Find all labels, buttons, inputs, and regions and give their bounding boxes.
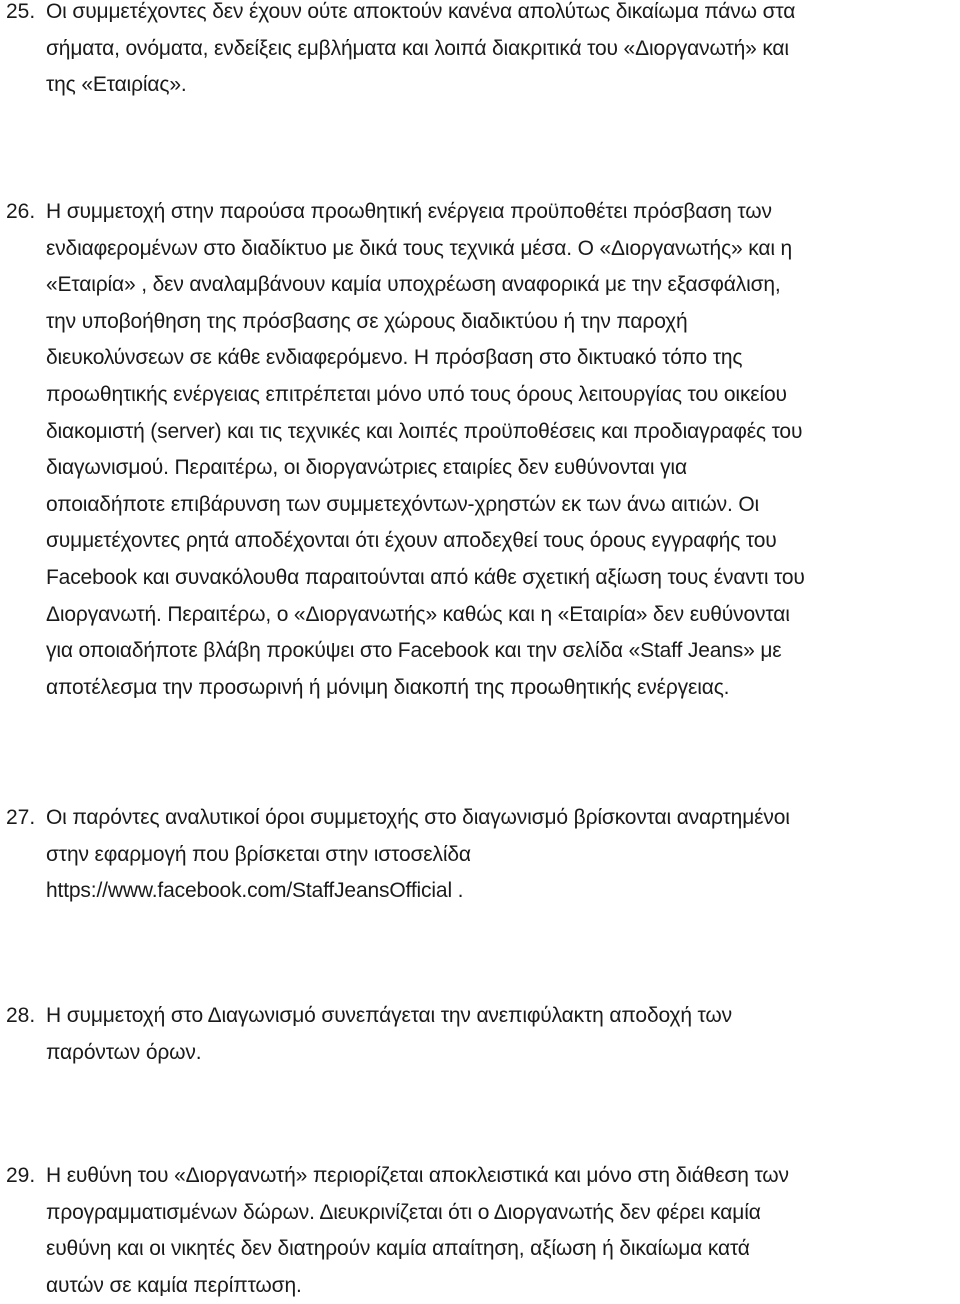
clause-text: [46, 998, 956, 1071]
text-line: σήματα, ονόματα, ενδείξεις εμβλήματα και λοιπά διακριτικά του «Διοργανωτή» και: [46, 36, 789, 60]
clause-number: 28.: [6, 1004, 36, 1027]
text-line: ενδιαφερομένων στο διαδίκτυο με δικά τους τεχνικά μέσα. Ο «Διοργανωτής» και η: [46, 236, 793, 260]
text-line: διαγωνισμού. Περαιτέρω, οι διοργανώτριες εταιρίες δεν ευθύνονται για: [46, 456, 687, 480]
text-line: την υποβοήθηση της πρόσβασης σε χώρους διαδικτύου ή την παροχή: [46, 309, 688, 333]
text-line: ευθύνη και οι νικητές δεν διατηρούν καμία απαίτηση, αξίωση ή δικαίωμα κατά: [46, 1237, 750, 1261]
clause-number: 26.: [6, 200, 36, 223]
text-line: οποιαδήποτε επιβάρυνση των συμμετεχόντων-χρηστών εκ των άνω αιτιών. Οι: [46, 492, 760, 516]
clause-text: [46, 0, 956, 104]
text-line: διακομιστή (server) και τις τεχνικές και λοιπές προϋποθέσεις και προδιαγραφές του: [46, 419, 803, 443]
text-line: Οι συμμετέχοντες δεν έχουν ούτε αποκτούν κανένα απολύτως δικαίωμα πάνω στα: [46, 0, 796, 23]
text-line: Η συμμετοχή στο Διαγωνισμό συνεπάγεται την ανεπιφύλακτη αποδοχή των: [46, 1004, 732, 1027]
text-line: για οποιαδήποτε βλάβη προκύψει στο Facebook και την σελίδα «Staff Jeans» με: [46, 639, 782, 663]
text-line: προγραμματισμένων δώρων. Διευκρινίζεται ότι ο Διοργανωτής δεν φέρει καμία: [46, 1200, 761, 1224]
facebook-link-text: https://www.facebook.com/StaffJeansOfficial .: [46, 879, 464, 903]
text-line: Διοργανωτή. Περαιτέρω, ο «Διοργανωτής» καθώς και η «Εταιρία» δεν ευθύνονται: [46, 602, 790, 626]
clause-text: [46, 1158, 956, 1304]
text-line: αυτών σε καμία περίπτωση.: [46, 1273, 302, 1297]
clause-text: [46, 194, 956, 706]
text-line: της «Εταιρίας».: [46, 73, 187, 97]
text-line: «Εταιρία» , δεν αναλαμβάνουν καμία υποχρέωση αναφορικά με την εξασφάλιση,: [46, 273, 781, 297]
clause-text: [46, 800, 956, 910]
text-line: στην εφαρμογή που βρίσκεται στην ιστοσελίδα: [46, 842, 471, 866]
text-line: Facebook και συνακόλουθα παραιτούνται από κάθε σχετική αξίωση τους έναντι του: [46, 565, 805, 589]
clause-number: 27.: [6, 806, 36, 829]
clause-number: 29.: [6, 1164, 36, 1187]
text-line: αποτέλεσμα την προσωρινή ή μόνιμη διακοπή της προωθητικής ενέργειας.: [46, 675, 730, 699]
text-line: συμμετέχοντες ρητά αποδέχονται ότι έχουν αποδεχθεί τους όρους εγγραφής του: [46, 529, 777, 553]
text-line: Οι παρόντες αναλυτικοί όροι συμμετοχής στο διαγωνισμό βρίσκονται αναρτημένοι: [46, 806, 790, 829]
text-line: Η ευθύνη του «Διοργανωτή» περιορίζεται αποκλειστικά και μόνο στη διάθεση των: [46, 1164, 789, 1187]
text-line: προωθητικής ενέργειας επιτρέπεται μόνο υπό τους όρους λειτουργίας του οικείου: [46, 382, 787, 406]
text-line: Η συμμετοχή στην παρούσα προωθητική ενέργεια προϋποθέτει πρόσβαση των: [46, 200, 772, 223]
clause-number: 25.: [6, 0, 36, 23]
text-line: διευκολύνσεων σε κάθε ενδιαφερόμενο. Η πρόσβαση στο δικτυακό τόπο της: [46, 346, 743, 370]
text-line: παρόντων όρων.: [46, 1040, 202, 1064]
